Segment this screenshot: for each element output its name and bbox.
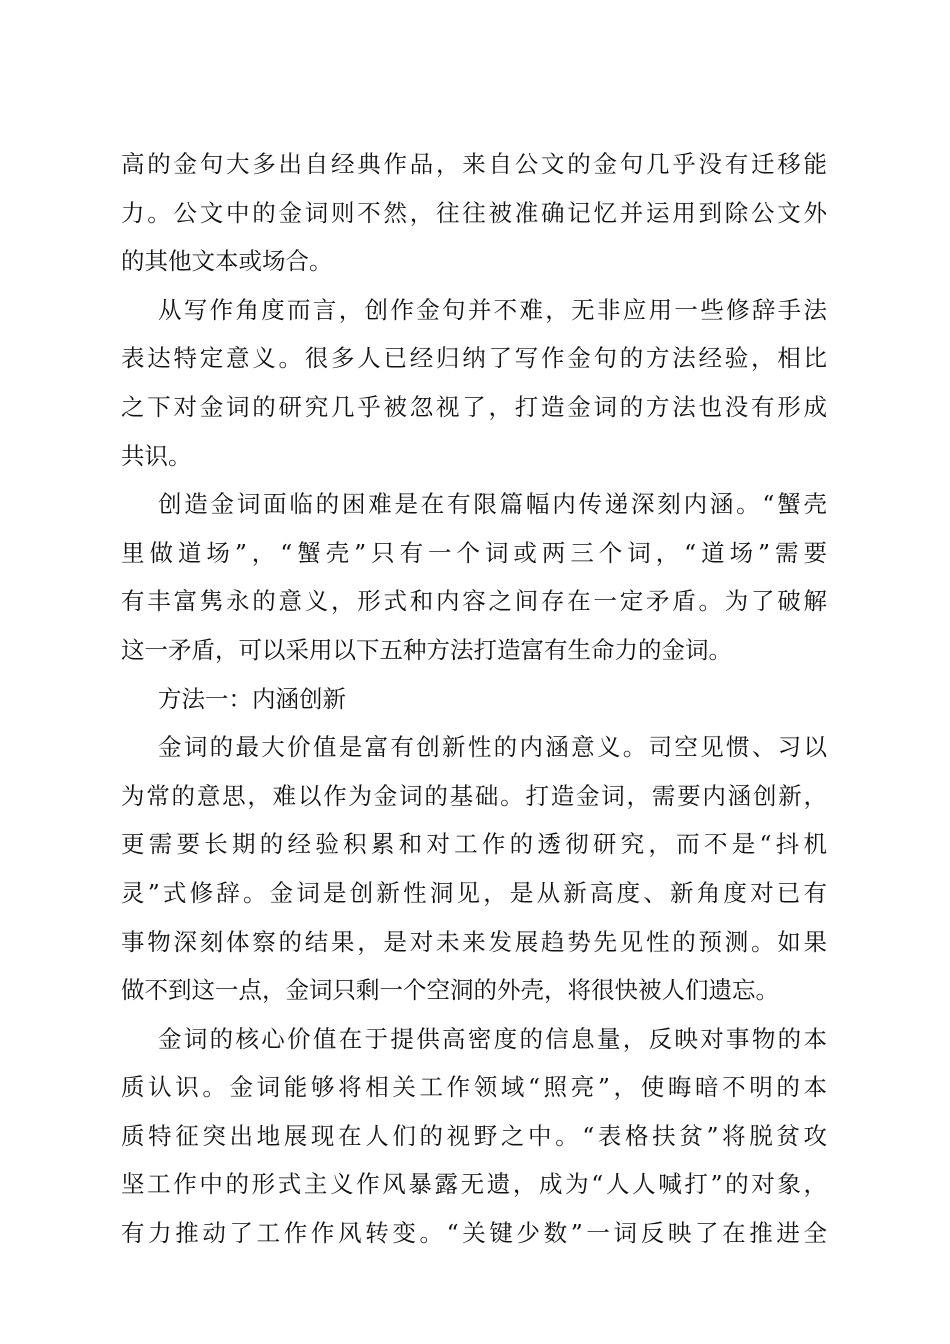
text-line: 的其他文本或场合。 [121, 247, 333, 276]
text-line: 金词的核心价值在于提供高密度的信息量，反映对事物的本 [158, 1024, 827, 1053]
text-line: 创造金词面临的困难是在有限篇幅内传递深刻内涵。“蟹壳 [158, 490, 827, 519]
text-line: 灵”式修辞。金词是创新性洞见，是从新高度、新角度对已有 [121, 878, 827, 907]
text-line: 有力推动了工作作风转变。“关键少数”一词反映了在推进全 [121, 1219, 827, 1248]
text-line: 从写作角度而言，创作金句并不难，无非应用一些修辞手法 [158, 295, 827, 324]
text-line: 有丰富隽永的意义，形式和内容之间存在一定矛盾。为了破解 [121, 587, 827, 616]
text-line: 之下对金词的研究几乎被忽视了，打造金词的方法也没有形成 [121, 392, 827, 421]
body-text [121, 140, 827, 1258]
text-line: 共识。 [121, 441, 192, 470]
text-line: 高的金句大多出自经典作品，来自公文的金句几乎没有迁移能 [121, 150, 827, 178]
text-line: 这一矛盾，可以采用以下五种方法打造富有生命力的金词。 [121, 635, 732, 664]
text-line: 质认识。金词能够将相关工作领域“照亮”，使晦暗不明的本 [121, 1073, 827, 1102]
text-line: 做不到这一点，金词只剩一个空洞的外壳，将很快被人们遗忘。 [121, 976, 779, 1005]
text-line: 事物深刻体察的结果，是对未来发展趋势先见性的预测。如果 [121, 927, 827, 956]
text-line: 质特征突出地展现在人们的视野之中。“表格扶贫”将脱贫攻 [121, 1121, 827, 1150]
text-line: 里做道场”，“蟹壳”只有一个词或两三个词，“道场”需要 [121, 538, 827, 567]
text-line: 更需要长期的经验积累和对工作的透彻研究，而不是“抖机 [121, 830, 827, 859]
text-line: 表达特定意义。很多人已经归纳了写作金句的方法经验，相比 [121, 344, 827, 373]
text-line: 方法一：内涵创新 [158, 684, 346, 713]
text-line: 力。公文中的金词则不然，往往被准确记忆并运用到除公文外 [121, 198, 827, 227]
text-line: 金词的最大价值是富有创新性的内涵意义。司空见惯、习以 [158, 733, 827, 762]
text-line: 坚工作中的形式主义作风暴露无遗，成为“人人喊打”的对象， [121, 1170, 827, 1199]
text-line: 为常的意思，难以作为金词的基础。打造金词，需要内涵创新， [121, 781, 827, 810]
